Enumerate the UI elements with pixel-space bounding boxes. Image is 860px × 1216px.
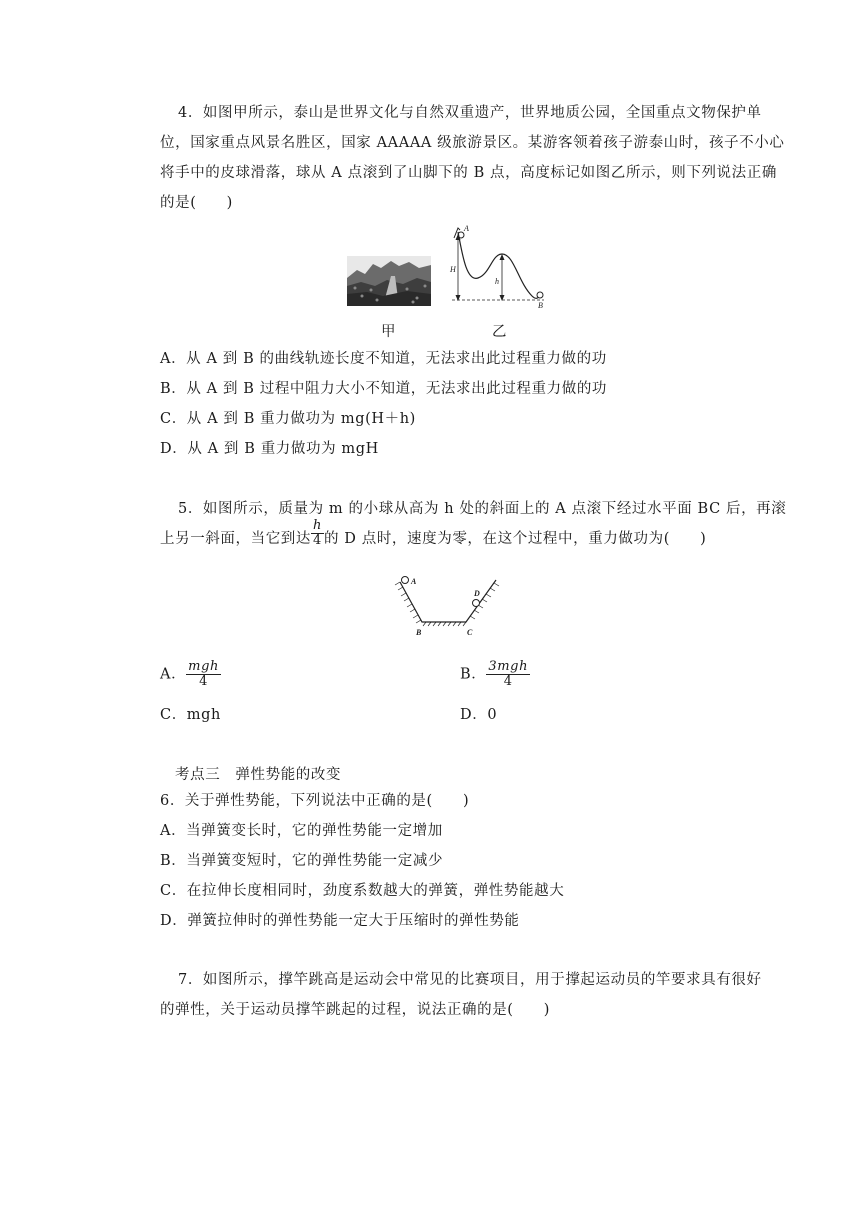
q5-option-d: D．0 [460,707,498,723]
q5-option-b [460,660,530,689]
q5-option-b-fraction [486,660,530,689]
q4-stem-line4: 的是( ) [160,195,233,211]
q5-fraction-h4 [311,519,324,548]
q5-frac-num: h [313,517,322,533]
q4-label-B: B [538,301,543,310]
q6-option-b: B．当弹簧变短时，它的弹性势能一定减少 [160,853,444,869]
q4-stem-line2: 位，国家重点风景名胜区，国家 AAAAA 级旅游景区。某游客领着孩子游泰山时，孩子不小心 [160,135,785,151]
q7-stem-line2: 的弹性，关于运动员撑竿跳起的过程，说法正确的是( ) [160,1002,551,1018]
q4-stem-line1: 4．如图甲所示，泰山是世界文化与自然双重遗产，世界地质公园，全国重点文物保护单 [178,105,762,121]
q4-option-a: A．从 A 到 B 的曲线轨迹长度不知道，无法求出此过程重力做的功 [160,351,607,367]
q4-option-c: C．从 A 到 B 重力做功为 mg(H＋h) [160,411,416,427]
figure-caption-jia: 甲 [381,324,396,340]
q5-stem-line2 [160,517,707,549]
q5-frac-den: 4 [313,532,322,548]
q7-stem-line1: 7．如图所示，撑竿跳高是运动会中常见的比赛项目，用于撑起运动员的竿要求具有很好 [178,972,762,988]
q5-label-A: A [411,577,417,586]
q5-stem-line1: 5．如图所示，质量为 m 的小球从高为 h 处的斜面上的 A 点滚下经过水平面 BC 后，再滚 [178,501,787,517]
q5-option-b-den: 4 [503,674,513,689]
q5-option-a-prefix: A． [160,666,187,683]
q5-label-B: B [416,628,422,637]
q5-label-C: C [467,628,473,637]
q5-option-c: C．mgh [160,707,221,723]
q5-option-a-fraction [186,660,221,689]
q6-option-d: D．弹簧拉伸时的弹性势能一定大于压缩时的弹性势能 [160,913,520,929]
q5-option-b-num: 3mgh [488,659,529,674]
q6-option-a: A．当弹簧变长时，它的弹性势能一定增加 [160,823,443,839]
q4-stem-line3: 将手中的皮球滑落，球从 A 点滚到了山脚下的 B 点，高度标记如图乙所示，则下列说法正确 [160,165,777,181]
q5-option-a-num: mgh [188,659,219,674]
q4-option-d: D．从 A 到 B 重力做功为 mgH [160,441,379,457]
q4-label-H: H [450,265,456,274]
q5-diagram-incline [392,574,504,638]
q5-option-a-den: 4 [199,674,209,689]
q5-label-D: D [474,589,480,598]
figure-caption-yi: 乙 [492,324,507,340]
q6-stem: 6．关于弹性势能，下列说法中正确的是( ) [160,793,470,809]
mount-tai-photo [347,256,431,306]
q5-option-b-prefix: B． [460,666,487,683]
q4-option-b: B．从 A 到 B 过程中阻力大小不知道，无法求出此过程重力做的功 [160,381,608,397]
q5-stem-line2-b: 的 D 点时，速度为零，在这个过程中，重力做功为( ) [323,531,707,547]
q5-option-a [160,660,221,689]
q5-stem-line2-a: 上另一斜面，当它到达 [160,531,311,547]
q4-label-h: h [495,277,499,286]
q4-label-A: A [464,224,469,233]
q4-diagram-curve [440,222,555,312]
section-title: 考点三 弹性势能的改变 [175,767,342,783]
q6-option-c: C．在拉伸长度相同时，劲度系数越大的弹簧，弹性势能越大 [160,883,565,899]
